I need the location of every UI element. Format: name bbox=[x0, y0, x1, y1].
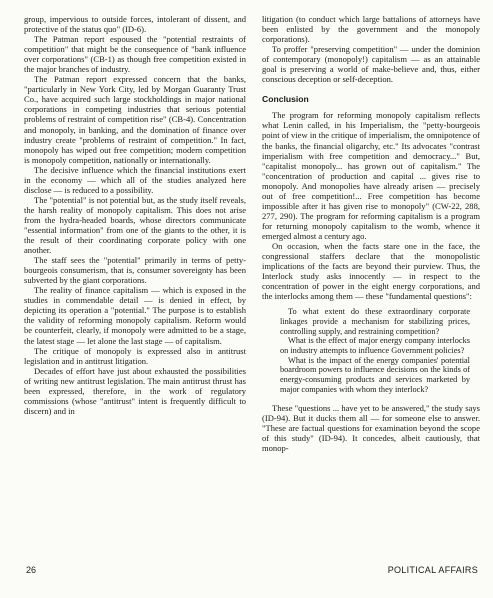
page-footer bbox=[24, 565, 478, 577]
paragraph: The staff sees the "potential" primarily in terms of petty-bourgeois consumerism, that is, consumer sovereignty has been subverted by the giant corporations. bbox=[24, 255, 246, 286]
paragraph: To proffer "preserving competition" — under the dominion of contemporary (monopoly!) capitalism — as an attainable goal is preserving a world of make-believe and, thus, either conscious deception or self-deception. bbox=[262, 44, 480, 85]
paragraph: group, impervious to outside forces, intolerant of dissent, and protective of the status quo" (ID-6). bbox=[24, 14, 246, 35]
paragraph: On occasion, when the facts stare one in the face, the congressional staffers declare that the monopolistic implications of the facts are beyond their purview. Thus, the Interlock study asks innocently — in respect to the concentration of power in the eight energy corporations, and the interlocks among them — these "fundamental questions": bbox=[262, 240, 480, 302]
paragraph: The program for reforming monopoly capitalism reflects what Lenin called, in his Imperialism, the "petty-bourgeois point of view in the critique of imperialism, the omnipotence of the banks, the financial oligarchy, etc." Its advocates "contrast imperialism with free competition and democracy..." But, "capitalist monopoly... has grown out of capitalism." The "concentration of production and capital ... gives rise to monopoly. And monopolies have already arisen — precisely out of free competition!... Free competition has become impossible after it has given rise to monopoly" (CW-22, 288, 277, 290). The program for reforming capitalism is a program for returning monopoly capitalism to the womb, whence it emerged almost a century ago. bbox=[262, 110, 480, 241]
paragraph: The Patman report espoused the "potential restraints of competition" that might be the consequence of "bank influence over corporations" (CB-1) as though free competition existed in the major branches of industry. bbox=[24, 34, 246, 75]
paragraph: The critique of monopoly is expressed also in antitrust legislation and in antitrust litigation. bbox=[24, 345, 246, 366]
quote-paragraph: To what extent do these extraordinary corporate linkages provide a mechanism for stabilizing prices, controlling supply, and restraining competition? bbox=[280, 307, 470, 336]
block-quote bbox=[280, 307, 470, 394]
section-heading: Conclusion bbox=[262, 94, 309, 105]
paragraph: The reality of finance capitalism — which is exposed in the studies in commendable detail — is denied in effect, by depicting its operation a "potential." The purpose is to establish the validity of reforming monopoly capitalism. Reform would be counterfeit, clearly, if monopoly were admitted to be a stage, the latest stage — let alone the last stage — of capitalism. bbox=[24, 285, 246, 346]
publication-name: POLITICAL AFFAIRS bbox=[387, 565, 478, 575]
quote-paragraph: What is the effect of major energy company interlocks on industry attempts to influence Government policies? bbox=[280, 336, 470, 356]
paragraph: litigation (to conduct which large battalions of attorneys have been enlisted by the government and the monopoly corporations). bbox=[262, 14, 480, 45]
right-column bbox=[262, 14, 480, 453]
paragraph: The decisive influence which the financial institutions exert in the economy — which all of the studies analyzed here disclose — is reduced to a possibility. bbox=[24, 164, 246, 195]
left-column bbox=[24, 14, 246, 416]
quote-paragraph: What is the impact of the energy companies' potential boardroom powers to influence decisions on the kinds of energy-consuming products and services marketed by major companies with whom they interlock? bbox=[280, 355, 470, 394]
paragraph: These "questions ... have yet to be answered," the study says (ID-94). But it ducks them all — for someone else to answer. "These are factual questions for examination beyond the scope of this study" (ID-94). It concedes, albeit cautiously, that monop- bbox=[262, 402, 480, 453]
paragraph: Decades of effort have just about exhausted the possibilities of writing new antitrust legislation. The main antitrust thrust has been expressed, therefore, in the work of regulatory commissions (whose "antitrust" intent is frequently difficult to discern) and in bbox=[24, 365, 246, 416]
paragraph: The "potential" is not potential but, as the study itself reveals, the harsh reality of monopoly capitalism. This does not arise from the hydra-headed boards, whose directors communicate "essential information" from one of the giants to the other, it is the result of their coordinating corporate policy with one another. bbox=[24, 194, 246, 256]
page-number: 26 bbox=[26, 565, 37, 575]
paragraph: The Patman report expressed concern that the banks, "particularly in New York City, led by Morgan Guaranty Trust Co., have acquired such large stockholdings in major national corporations in competing industries that serious potential problems of restraint of competition rise" (CB-4). Concentration and monopoly, in banking, and the domination of finance over industry create "problems of restraint of competition." In fact, monopoly has wiped out free competition; modern competition is monopoly competition, nationally or internationally. bbox=[24, 74, 246, 165]
